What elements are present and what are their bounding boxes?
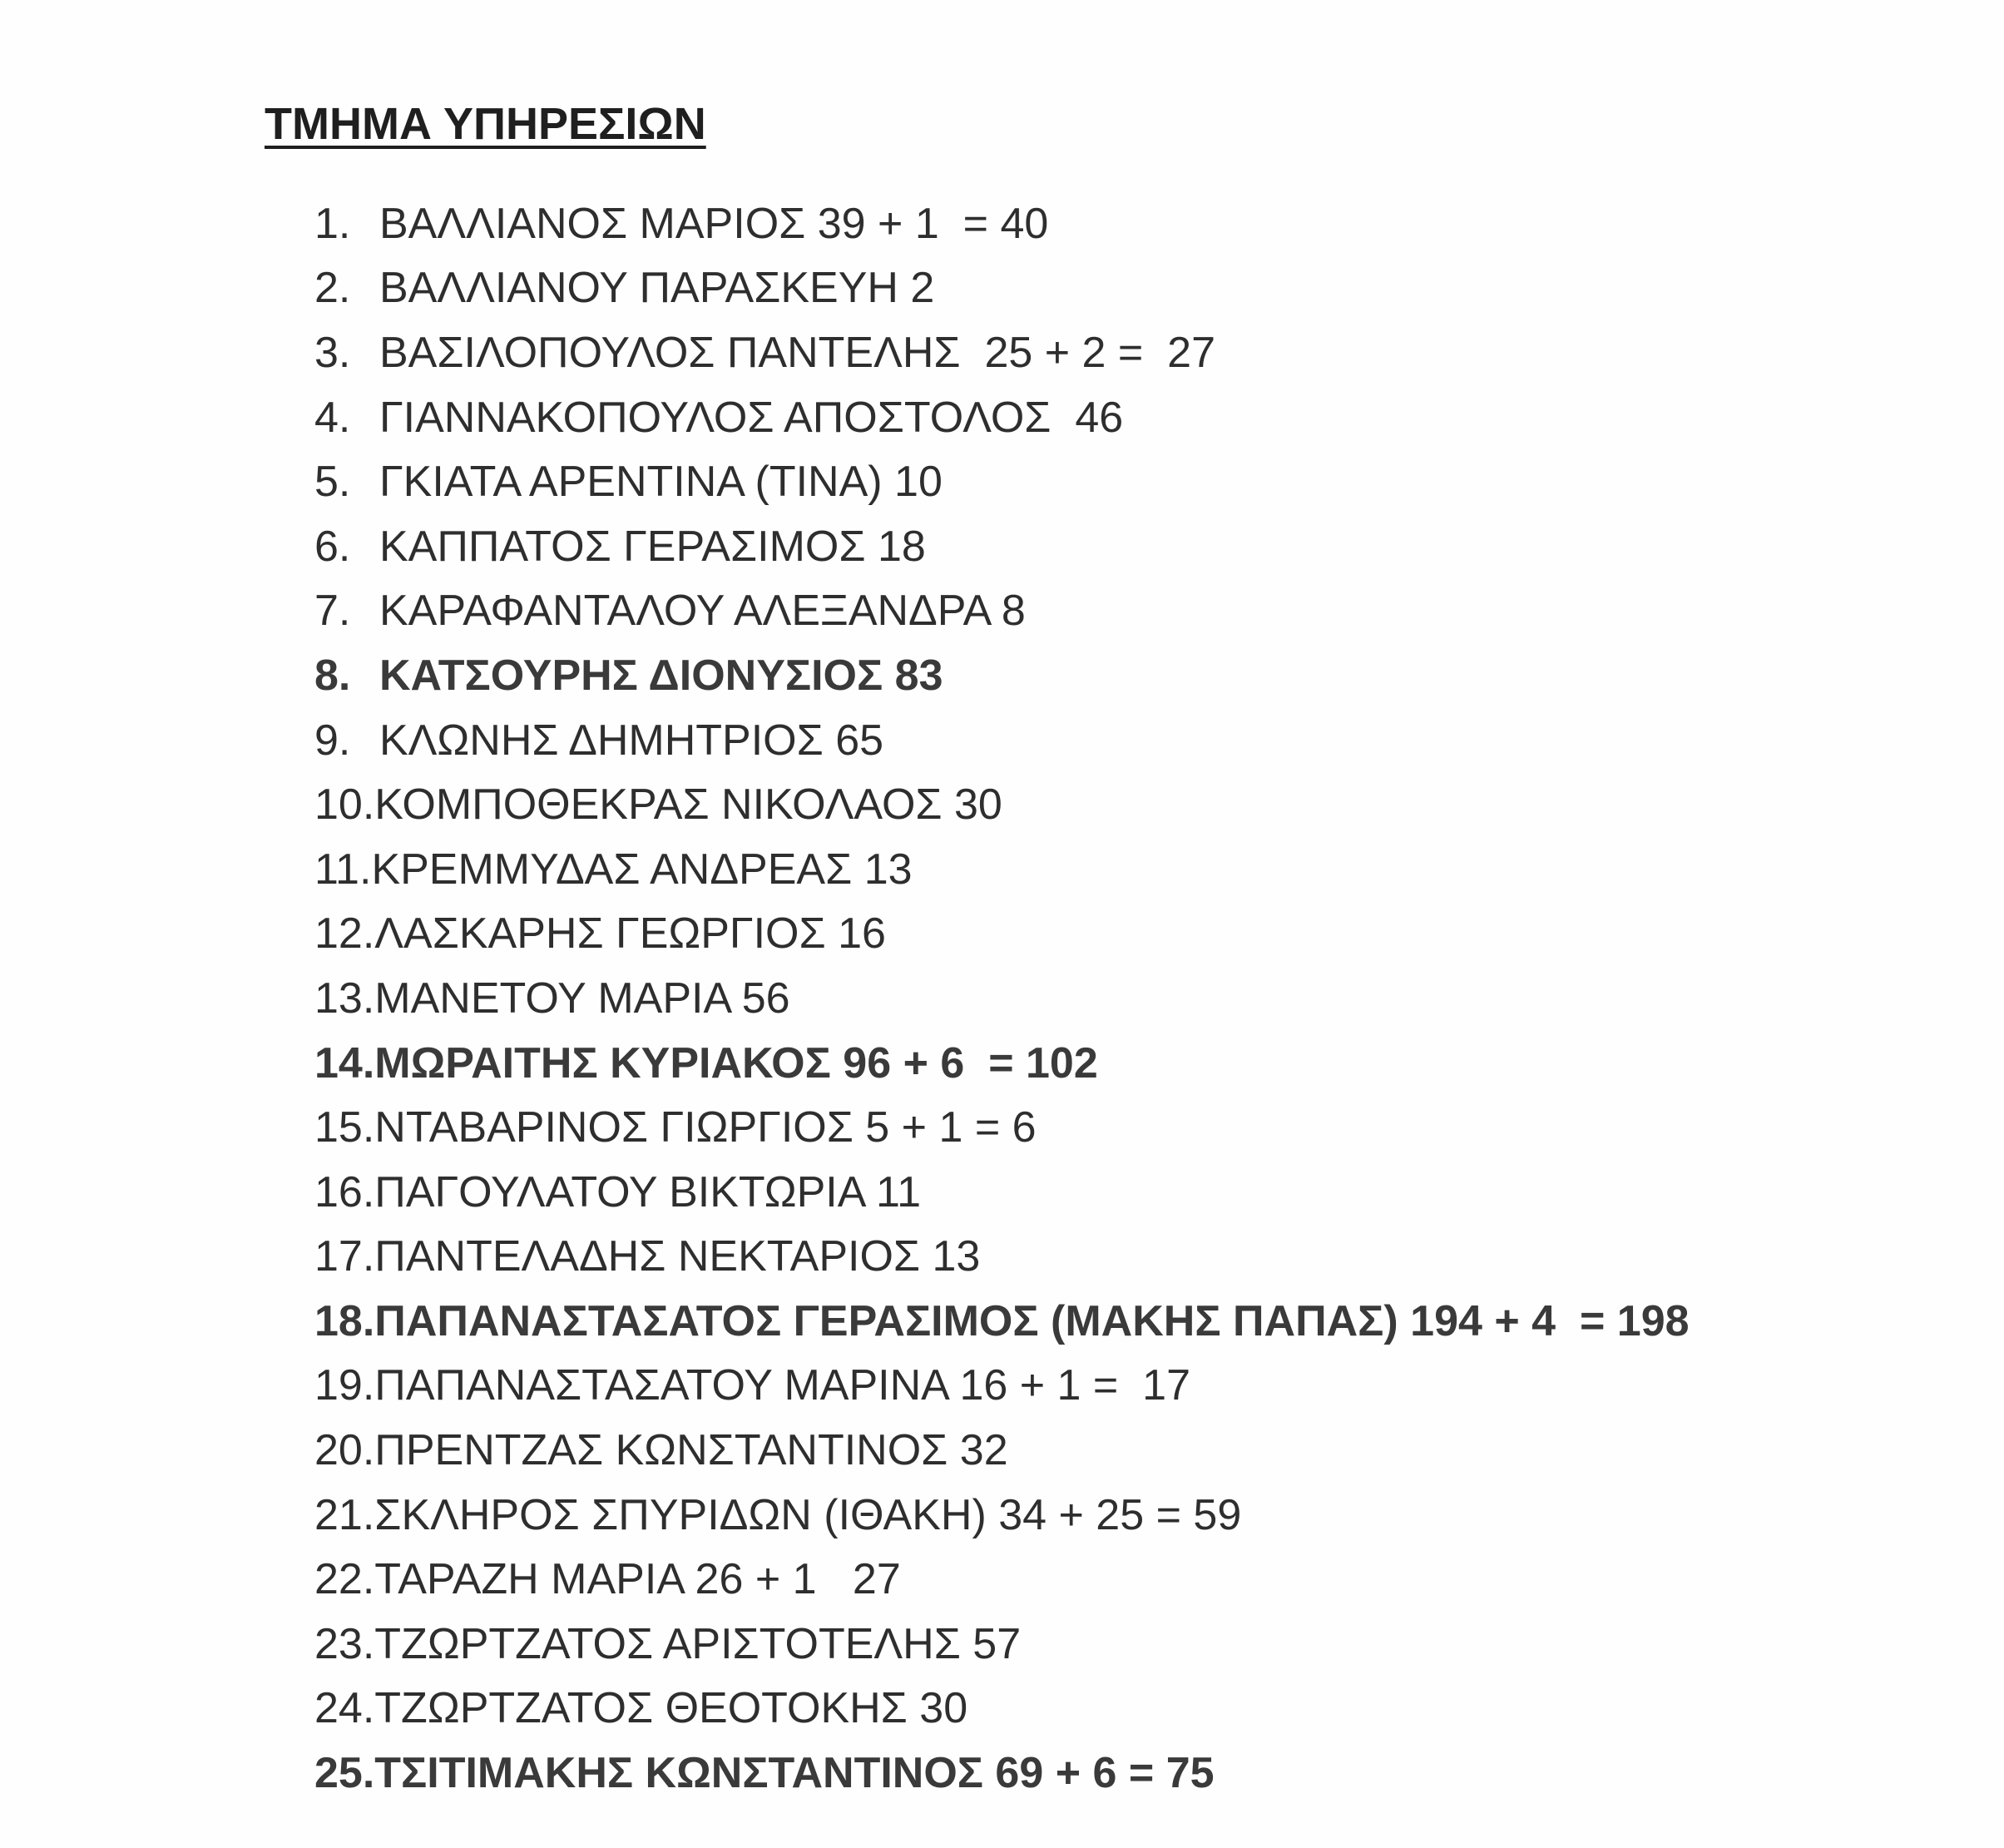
list-item-text: ΠΑΓΟΥΛΑΤΟΥ ΒΙΚΤΩΡΙΑ 11 (374, 1167, 921, 1216)
list-item-number: 9. (314, 716, 351, 765)
list-item-number: 21. (314, 1490, 375, 1539)
list-item-number: 10. (314, 780, 375, 830)
list-item-text: ΚΟΜΠΟΘΕΚΡΑΣ ΝΙΚΟΛΑΟΣ 30 (374, 780, 1002, 830)
list-item (314, 966, 1690, 1031)
list-item-text: ΚΑΤΣΟΥΡΗΣ ΔΙΟΝΥΣΙΟΣ 83 (379, 651, 943, 700)
list-item-number: 19. (314, 1361, 375, 1410)
list-item-number: 5. (314, 458, 351, 507)
list-item-number: 14. (314, 1038, 375, 1087)
list-item (314, 514, 1690, 579)
list-item (314, 902, 1690, 967)
list-item-number: 1. (314, 199, 351, 248)
list-item-number: 24. (314, 1684, 375, 1733)
list-item (314, 1225, 1690, 1290)
list-item-number: 20. (314, 1426, 375, 1475)
list-item (314, 385, 1690, 450)
list-item-text: ΚΑΡΑΦΑΝΤΑΛΟΥ ΑΛΕΞΑΝΔΡΑ 8 (379, 587, 1026, 636)
list-item-number: 13. (314, 974, 375, 1023)
section-heading: ΤΜΗΜΑ ΥΠΗΡΕΣΙΩΝ (265, 99, 706, 149)
list-item-text: ΤΖΩΡΤΖΑΤΟΣ ΘΕΟΤΟΚΗΣ 30 (374, 1684, 968, 1733)
list-item-number: 25. (314, 1749, 375, 1798)
list-item (314, 256, 1690, 321)
list-item-number: 2. (314, 264, 351, 313)
list-item (314, 320, 1690, 385)
list-item (314, 1031, 1690, 1096)
list-item-number: 3. (314, 328, 351, 377)
list-item (314, 449, 1690, 514)
list-item-number: 12. (314, 909, 375, 959)
list-item (314, 1483, 1690, 1548)
list-item (314, 579, 1690, 644)
list-item (314, 1289, 1690, 1354)
list-item-number: 18. (314, 1296, 375, 1345)
member-list (314, 191, 1690, 1806)
list-item-text: ΠΑΠΑΝΑΣΤΑΣΑΤΟΣ ΓΕΡΑΣΙΜΟΣ (ΜΑΚΗΣ ΠΑΠΑΣ) 194 + 4 = 198 (374, 1296, 1690, 1345)
list-item (314, 1160, 1690, 1225)
list-item-text: ΝΤΑΒΑΡΙΝΟΣ ΓΙΩΡΓΙΟΣ 5 + 1 = 6 (374, 1103, 1037, 1152)
list-item (314, 1547, 1690, 1612)
list-item-text: ΤΑΡΑΖΗ ΜΑΡΙΑ 26 + 1 27 (374, 1555, 901, 1604)
list-item-number: 22. (314, 1555, 375, 1604)
list-item (314, 708, 1690, 773)
list-item (314, 1677, 1690, 1741)
list-item-number: 8. (314, 651, 351, 700)
list-item (314, 191, 1690, 256)
list-item-text: ΚΡΕΜΜΥΔΑΣ ΑΝΔΡΕΑΣ 13 (371, 845, 913, 894)
list-item-number: 6. (314, 522, 351, 571)
list-item-text: ΚΑΠΠΑΤΟΣ ΓΕΡΑΣΙΜΟΣ 18 (379, 522, 926, 571)
list-item-number: 4. (314, 393, 351, 442)
list-item-text: ΠΡΕΝΤΖΑΣ ΚΩΝΣΤΑΝΤΙΝΟΣ 32 (374, 1426, 1008, 1475)
list-item-text: ΓΚΙΑΤΑ ΑΡΕΝΤΙΝΑ (ΤΙΝΑ) 10 (379, 458, 943, 507)
list-item-text: ΛΑΣΚΑΡΗΣ ΓΕΩΡΓΙΟΣ 16 (374, 909, 886, 959)
list-item-text: ΜΩΡΑΙΤΗΣ ΚΥΡΙΑΚΟΣ 96 + 6 = 102 (374, 1038, 1098, 1087)
list-item-text: ΠΑΝΤΕΛΑΔΗΣ ΝΕΚΤΑΡΙΟΣ 13 (374, 1232, 981, 1281)
list-item (314, 837, 1690, 902)
list-item-text: ΤΖΩΡΤΖΑΤΟΣ ΑΡΙΣΤΟΤΕΛΗΣ 57 (374, 1619, 1022, 1668)
list-item-text: ΜΑΝΕΤΟΥ ΜΑΡΙΑ 56 (374, 974, 790, 1023)
list-item (314, 772, 1690, 837)
list-item-number: 7. (314, 587, 351, 636)
list-item-number: 23. (314, 1619, 375, 1668)
list-item-number: 15. (314, 1103, 375, 1152)
list-item (314, 1418, 1690, 1483)
list-item-text: ΣΚΛΗΡΟΣ ΣΠΥΡΙΔΩΝ (ΙΘΑΚΗ) 34 + 25 = 59 (374, 1490, 1242, 1539)
list-item (314, 643, 1690, 708)
list-item-text: ΓΙΑΝΝΑΚΟΠΟΥΛΟΣ ΑΠΟΣΤΟΛΟΣ 46 (379, 393, 1124, 442)
list-item-text: ΒΑΣΙΛΟΠΟΥΛΟΣ ΠΑΝΤΕΛΗΣ 25 + 2 = 27 (379, 328, 1216, 377)
list-item-text: ΤΣΙΤΙΜΑΚΗΣ ΚΩΝΣΤΑΝΤΙΝΟΣ 69 + 6 = 75 (374, 1749, 1215, 1798)
list-item-number: 16. (314, 1167, 375, 1216)
list-item (314, 1354, 1690, 1419)
list-item-number: 11. (314, 845, 372, 894)
list-item (314, 1741, 1690, 1806)
list-item (314, 1095, 1690, 1160)
list-item-number: 17. (314, 1232, 375, 1281)
list-item-text: ΚΛΩΝΗΣ ΔΗΜΗΤΡΙΟΣ 65 (379, 716, 884, 765)
list-item-text: ΠΑΠΑΝΑΣΤΑΣΑΤΟΥ ΜΑΡΙΝΑ 16 + 1 = 17 (374, 1361, 1191, 1410)
list-item-text: ΒΑΛΛΙΑΝΟΥ ΠΑΡΑΣΚΕΥΗ 2 (379, 264, 935, 313)
list-item (314, 1612, 1690, 1677)
list-item-text: ΒΑΛΛΙΑΝΟΣ ΜΑΡΙΟΣ 39 + 1 = 40 (379, 199, 1049, 248)
